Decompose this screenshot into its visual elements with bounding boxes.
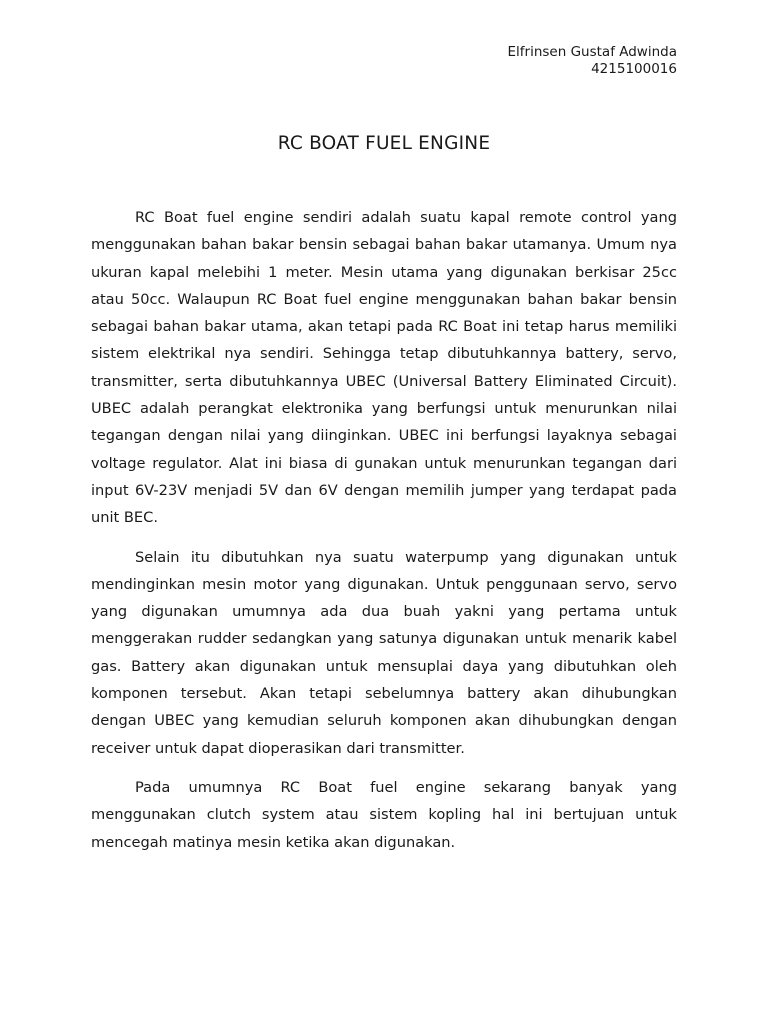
document-title: RC BOAT FUEL ENGINE [277, 133, 491, 154]
paragraph: RC Boat fuel engine sendiri adalah suatu kapal remote control yang menggunakan bahan bakar bensin sebagai bahan bakar utamanya. Umum nya ukuran kapal melebihi 1 meter. Mesin utama yang digunakan berkisar 25cc atau 50cc. Walaupun RC Boat fuel engine menggunakan bahan bakar bensin sebagai bahan bakar utama, akan tetapi pada RC Boat ini tetap harus memiliki sistem elektrikal nya sendiri. Sehingga tetap dibutuhkannya battery, servo, transmitter, serta dibutuhkannya UBEC (Universal Battery Eliminated Circuit). UBEC adalah perangkat elektronika yang berfungsi untuk menurunkan nilai tegangan dengan nilai yang diinginkan. UBEC ini berfungsi layaknya sebagai voltage regulator. Alat ini biasa di gunakan untuk menurunkan tegangan dari input 6V-23V menjadi 5V dan 6V dengan memilih jumper yang terdapat pada unit BEC. [91, 209, 677, 527]
author-name: Elfrinsen Gustaf Adwinda [507, 44, 677, 60]
document-body [91, 204, 677, 868]
author-id: 4215100016 [591, 61, 677, 77]
paragraph: Pada umumnya RC Boat fuel engine sekarang banyak yang menggunakan clutch system atau sistem kopling hal ini bertujuan untuk mencegah matinya mesin ketika akan digunakan. [91, 778, 677, 851]
paragraph: Selain itu dibutuhkan nya suatu waterpump yang digunakan untuk mendinginkan mesin motor yang digunakan. Untuk penggunaan servo, servo yang digunakan umumnya ada dua buah yakni yang pertama untuk menggerakan rudder sedangkan yang satunya digunakan untuk menarik kabel gas. Battery akan digunakan untuk mensuplai daya yang dibutuhkan oleh komponen tersebut. Akan tetapi sebelumnya battery akan dihubungkan dengan UBEC yang kemudian seluruh komponen akan dihubungkan dengan receiver untuk dapat dioperasikan dari transmitter. [91, 548, 677, 757]
author-block [508, 44, 678, 78]
